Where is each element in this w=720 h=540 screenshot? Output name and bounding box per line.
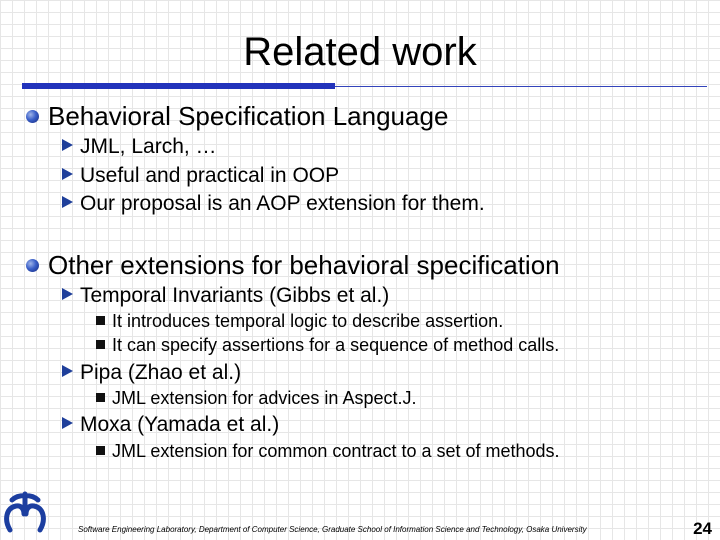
round-bullet-icon xyxy=(26,110,39,123)
triangle-bullet-icon xyxy=(62,139,73,151)
list-item: Useful and practical in OOP xyxy=(62,163,339,189)
triangle-bullet-icon xyxy=(62,288,73,300)
section-heading: Other extensions for behavioral specification xyxy=(26,250,560,280)
list-item: Pipa (Zhao et al.) xyxy=(62,360,241,386)
triangle-bullet-icon xyxy=(62,196,73,208)
section-heading: Behavioral Specification Language xyxy=(26,101,448,131)
slide-title: Related work xyxy=(243,30,477,74)
page-number: 24 xyxy=(693,519,712,538)
sub-list-item: JML extension for common contract to a set of methods. xyxy=(96,440,560,462)
list-item: Our proposal is an AOP extension for them. xyxy=(62,191,485,217)
square-bullet-icon xyxy=(96,393,105,402)
sub-list-item: It can specify assertions for a sequence of method calls. xyxy=(96,334,559,356)
round-bullet-icon xyxy=(26,259,39,272)
sub-list-item: JML extension for advices in Aspect.J. xyxy=(96,387,416,409)
square-bullet-icon xyxy=(96,340,105,349)
title-underline xyxy=(335,86,707,87)
sub-list-item: It introduces temporal logic to describe assertion. xyxy=(96,310,503,332)
list-item: Moxa (Yamada et al.) xyxy=(62,412,279,438)
triangle-bullet-icon xyxy=(62,417,73,429)
square-bullet-icon xyxy=(96,446,105,455)
footer-text: Software Engineering Laboratory, Department of Computer Science, Graduate School of Information Science and Technology, Osaka University xyxy=(78,525,587,534)
square-bullet-icon xyxy=(96,316,105,325)
list-item: Temporal Invariants (Gibbs et al.) xyxy=(62,283,389,309)
list-item: JML, Larch, … xyxy=(62,134,217,160)
triangle-bullet-icon xyxy=(62,168,73,180)
title-underline-accent xyxy=(22,83,335,89)
university-logo-icon xyxy=(2,490,48,536)
triangle-bullet-icon xyxy=(62,365,73,377)
